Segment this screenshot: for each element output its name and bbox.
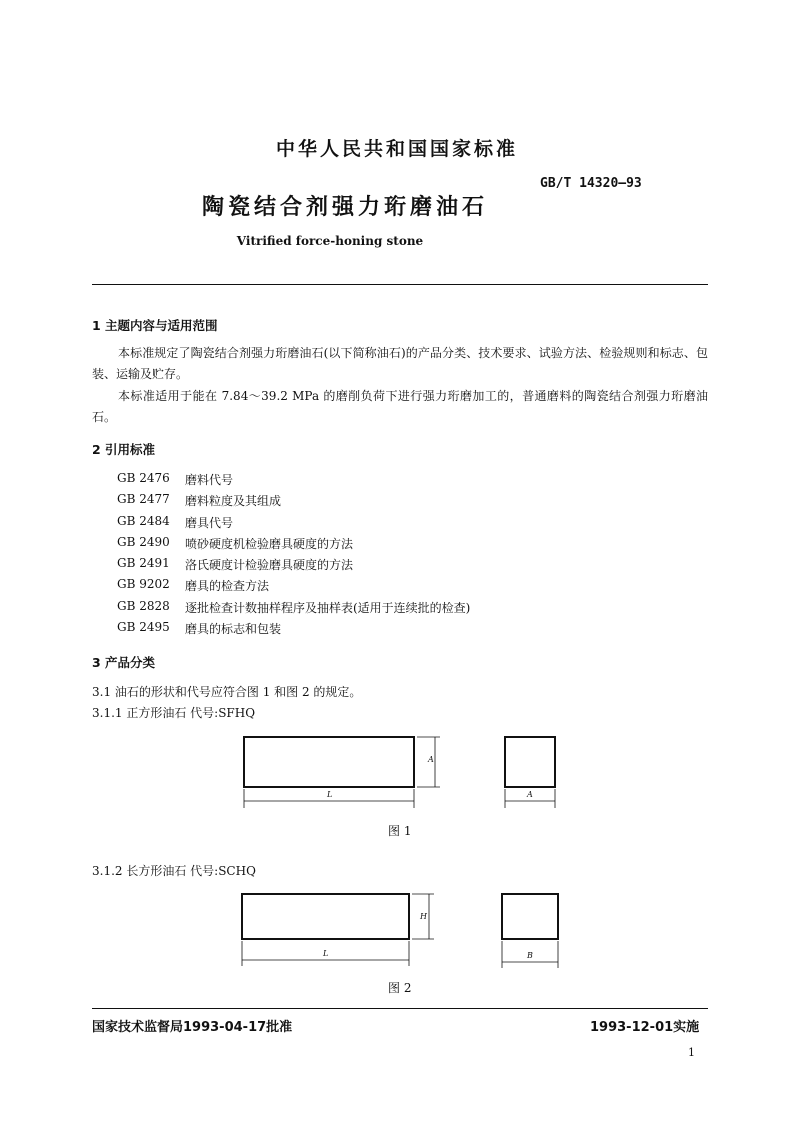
dimension-label-L: L	[327, 790, 333, 799]
square-stone-end-view	[505, 737, 555, 787]
reference-code: GB 2490	[117, 535, 170, 549]
figure-2-caption: 图 2	[388, 981, 412, 995]
section-3-heading: 3 产品分类	[92, 655, 156, 670]
figure-1-drawing	[230, 728, 570, 820]
reference-code: GB 2495	[117, 620, 170, 634]
reference-name: 洛氏硬度计检验磨具硬度的方法	[185, 558, 354, 572]
reference-code: GB 2476	[117, 471, 170, 485]
reference-code: GB 2828	[117, 599, 170, 613]
reference-name: 逐批检查计数抽样程序及抽样表(适用于连续批的检查)	[185, 601, 471, 615]
dimension-label-B: B	[527, 951, 533, 960]
figure-1-caption: 图 1	[388, 824, 412, 838]
document-title-chinese: 陶瓷结合剂强力珩磨油石	[201, 195, 488, 220]
section-1-paragraph-2: 本标准适用于能在 7.84～39.2 MPa 的磨削负荷下进行强力珩磨加工的，普通磨料的陶瓷结合剂强力珩磨油石。	[92, 389, 708, 424]
reference-name: 磨料粒度及其组成	[185, 494, 282, 508]
reference-code: GB 2491	[117, 556, 170, 570]
reference-code: GB 2484	[117, 514, 170, 528]
standard-number: GB/T 14320—93	[540, 176, 642, 191]
page-number: 1	[688, 1046, 695, 1059]
figure-2-drawing	[230, 886, 570, 974]
dimension-label-H: H	[420, 912, 427, 921]
section-1-heading: 1 主题内容与适用范围	[92, 318, 218, 333]
reference-name: 磨料代号	[185, 473, 234, 487]
reference-name: 磨具代号	[185, 516, 234, 530]
reference-name: 磨具的标志和包装	[185, 622, 282, 636]
document-title-english: Vitrified force-honing stone	[236, 234, 424, 248]
section-1-paragraph-1: 本标准规定了陶瓷结合剂强力珩磨油石(以下简称油石)的产品分类、技术要求、试验方法、检验规则和标志、包装、运输及贮存。	[92, 346, 708, 381]
reference-code: GB 2477	[117, 492, 170, 506]
approval-statement: 国家技术监督局1993-04-17批准	[92, 1020, 293, 1035]
dimension-label-L: L	[323, 949, 329, 958]
section-2-heading: 2 引用标准	[92, 442, 156, 457]
clause-3-1-2: 3.1.2 长方形油石 代号:SCHQ	[92, 864, 256, 878]
reference-name: 磨具的检查方法	[185, 579, 270, 593]
clause-3-1-1: 3.1.1 正方形油石 代号:SFHQ	[92, 706, 256, 720]
dimension-label-A-bottom: A	[527, 790, 533, 799]
rectangular-stone-side-view	[242, 894, 409, 939]
square-stone-side-view	[244, 737, 414, 787]
reference-code: GB 9202	[117, 577, 170, 591]
footer-divider	[92, 1008, 708, 1009]
implementation-date: 1993-12-01实施	[590, 1020, 700, 1035]
national-standard-title: 中华人民共和国国家标准	[275, 138, 518, 160]
clause-3-1: 3.1 油石的形状和代号应符合图 1 和图 2 的规定。	[92, 685, 362, 699]
reference-name: 喷砂硬度机检验磨具硬度的方法	[185, 537, 354, 551]
header-divider	[92, 284, 708, 285]
dimension-label-A-side: A	[428, 755, 434, 764]
rectangular-stone-end-view	[502, 894, 558, 939]
